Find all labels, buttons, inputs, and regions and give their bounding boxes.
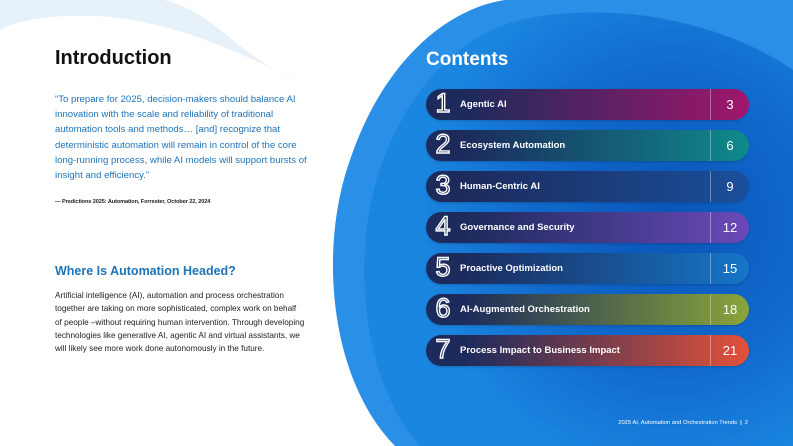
toc-item-ecosystem-automation[interactable] [426,130,749,161]
quote-citation: — Predictions 2025: Automation, Forrester, October 22, 2024 [55,199,211,205]
toc-page-number: 9 [710,171,749,202]
introduction-title: Introduction [55,47,172,69]
toc-page-number: 15 [710,253,749,284]
toc-label: AI-Augmented Orchestration [460,304,590,315]
toc-number: 7 [435,335,451,364]
toc-page-number: 21 [710,335,749,366]
toc-label: Agentic AI [460,99,507,110]
toc-label: Ecosystem Automation [460,140,566,151]
footer-page-number: 2 [744,420,748,426]
footer-separator: | [740,420,742,426]
toc-number: 3 [435,171,451,200]
toc-number: 1 [435,89,451,118]
toc-page-number: 3 [710,89,749,120]
forrester-quote: “To prepare for 2025, decision-makers should balance AI innovation with the scale and reliability of traditional automation tools and methods… [and] recognize that deterministic automation will remain in control of the core long-running process, while AI models will support bursts of insight and efficiency.” [55,94,307,182]
toc-label: Governance and Security [460,222,575,233]
toc-page-number: 12 [710,212,749,243]
automation-body: Artificial intelligence (AI), automation and process orchestration together are taking on more sophisticated, complex work on behalf of people –without requiring human intervention. Through developing technologies like generative AI, agentic AI and virtual assistants, we will likely see more work done autonomously in the future. [55,291,305,354]
toc-item-agentic-ai[interactable] [426,89,749,120]
toc-item-proactive-optimization[interactable] [426,253,749,284]
contents-title: Contents [426,49,509,70]
toc-label: Process Impact to Business Impact [460,345,620,356]
toc-number: 4 [435,212,451,241]
toc-number: 5 [435,253,451,282]
toc-item-human-centric-ai[interactable] [426,171,749,202]
toc-page-number: 18 [710,294,749,325]
toc-label: Human-Centric AI [460,181,540,192]
page-footer [618,420,748,426]
toc-page-number: 6 [710,130,749,161]
automation-heading: Where Is Automation Headed? [55,264,236,278]
toc-label: Proactive Optimization [460,263,563,274]
contents-list [426,89,749,376]
toc-item-process-impact[interactable] [426,335,749,366]
toc-number: 6 [435,294,451,323]
toc-item-ai-augmented-orchestration[interactable] [426,294,749,325]
footer-title: 2025 AI, Automation and Orchestration Trends [618,420,738,426]
toc-number: 2 [435,130,451,159]
toc-item-governance-and-security[interactable] [426,212,749,243]
